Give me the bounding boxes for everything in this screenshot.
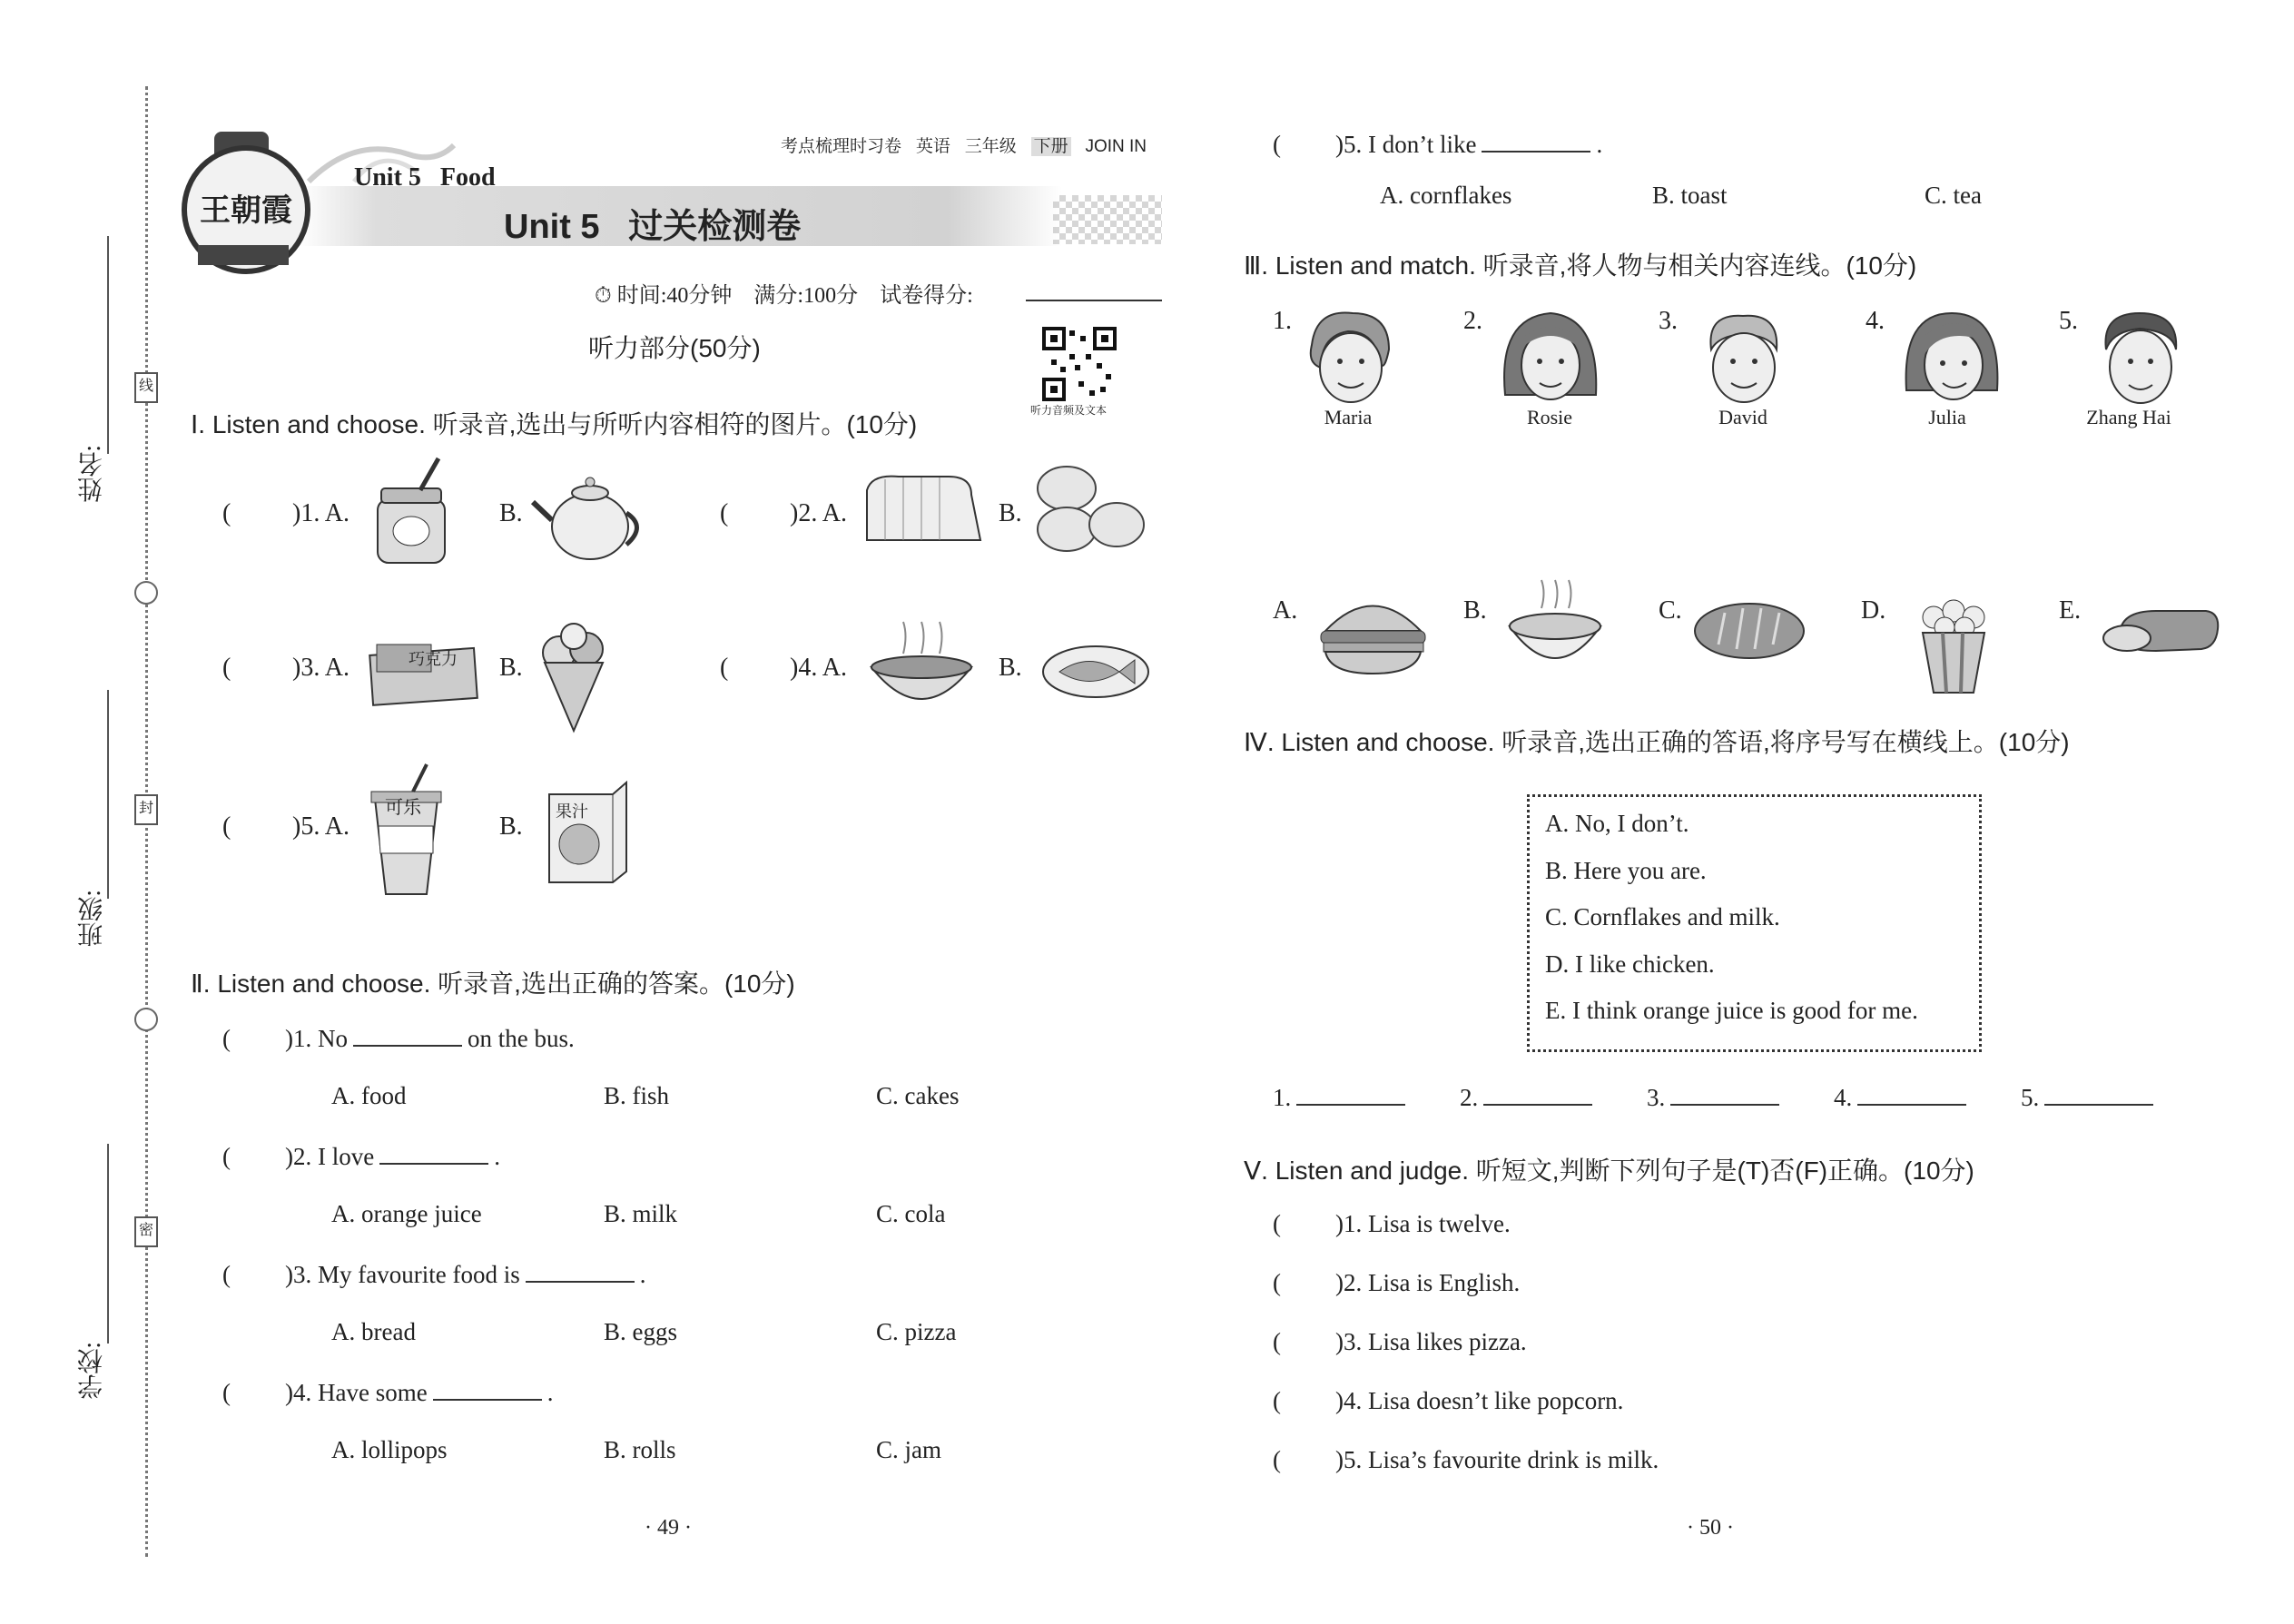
s2-q1 — [222, 1023, 575, 1053]
fill-blank[interactable] — [1857, 1082, 1966, 1106]
fill-blank[interactable] — [1670, 1082, 1779, 1106]
blank-number: 3. — [1647, 1084, 1666, 1111]
person-name: Maria — [1324, 406, 1373, 428]
series-name: 考点梳理时习卷 — [781, 137, 902, 156]
s2-q3-option-c: C. pizza — [876, 1318, 957, 1345]
name-field — [74, 445, 129, 503]
rosie-face-icon — [1498, 309, 1602, 408]
julia-face-icon — [1897, 309, 2002, 408]
section3-title: Ⅲ. Listen and match. 听录音,将人物与相关内容连线。(10分) — [1244, 251, 1917, 280]
binding-ring — [134, 1008, 158, 1031]
s5-q4 — [1273, 1387, 1623, 1415]
edition: JOIN IN — [1085, 137, 1147, 156]
teapot-icon — [531, 468, 649, 563]
fill-blank[interactable] — [1482, 129, 1590, 153]
section5-title: Ⅴ. Listen and judge. 听短文,判断下列句子是(T)否(F)正确。(10分) — [1244, 1156, 1974, 1185]
s2-q3-post: . — [639, 1261, 646, 1288]
answer-paren[interactable]: ( — [1273, 1328, 1281, 1355]
right-page — [1171, 0, 2294, 1624]
food-letter: C. — [1659, 596, 1682, 625]
fill-blank[interactable] — [2044, 1082, 2153, 1106]
s2-q2 — [222, 1141, 500, 1171]
s2-q2-option-b: B. milk — [604, 1200, 678, 1227]
s4-blank-2 — [1460, 1082, 1598, 1112]
s2-q1-option-b: B. fish — [604, 1082, 670, 1109]
cut-mark: 线 — [134, 372, 158, 403]
bread-icon — [1693, 599, 1807, 663]
cola-cup-icon — [368, 763, 445, 899]
s1-q5-number: )5. A. — [292, 812, 350, 841]
s5-q5 — [1273, 1446, 1659, 1474]
david-face-icon — [1693, 309, 1793, 408]
answer-paren[interactable]: ( — [222, 1261, 231, 1288]
fill-blank[interactable] — [526, 1259, 635, 1283]
s2-q1-option-a: A. food — [331, 1082, 407, 1109]
option-d: D. I like chicken. — [1545, 950, 1715, 978]
term: 下册 — [1031, 137, 1071, 156]
option-e: E. I think orange juice is good for me. — [1545, 997, 1918, 1024]
person-name: Julia — [1928, 406, 1966, 428]
subject: 英语 — [915, 137, 950, 156]
answer-paren[interactable]: ( — [1273, 1210, 1281, 1237]
score-blank[interactable] — [1026, 300, 1162, 301]
s1-q2-number: )2. A. — [790, 499, 847, 527]
s4-blank-4 — [1834, 1082, 1972, 1112]
s2-q3-option-b: B. eggs — [604, 1318, 677, 1345]
answer-paren[interactable]: ( — [222, 1025, 231, 1052]
food-letter: B. — [1463, 596, 1487, 625]
answer-paren[interactable]: ( — [222, 812, 231, 841]
person-name: Rosie — [1526, 406, 1573, 428]
unit-label: Unit 5 Food — [354, 163, 496, 192]
blank-number: 5. — [2021, 1084, 2040, 1111]
s5-q1 — [1273, 1210, 1511, 1238]
blank-number: 4. — [1834, 1084, 1853, 1111]
cut-mark: 封 — [134, 794, 158, 825]
s2-q5 — [1273, 129, 1602, 159]
person-number: 2. — [1463, 307, 1482, 335]
s2-q4 — [222, 1377, 553, 1407]
s2-q4-option-c: C. jam — [876, 1436, 941, 1463]
ice-cream-icon — [536, 622, 613, 735]
s4-blank-5 — [2021, 1082, 2159, 1112]
option-a: A. No, I don’t. — [1545, 810, 1689, 837]
jam-jar-icon — [370, 454, 452, 567]
answer-paren[interactable]: ( — [1273, 1269, 1281, 1296]
page-number-left: · 49 · — [645, 1516, 692, 1540]
section2-title: Ⅱ. Listen and choose. 听录音,选出正确的答案。(10分) — [191, 969, 795, 998]
sausage-icon — [2102, 604, 2224, 658]
s2-q2-option-c: C. cola — [876, 1200, 946, 1227]
option-c: C. Cornflakes and milk. — [1545, 903, 1780, 930]
time-info-text: 时间:40分钟 满分:100分 试卷得分: — [616, 284, 973, 308]
option-b: B. Here you are. — [1545, 857, 1707, 884]
s2-q4-option-a: A. lollipops — [331, 1436, 448, 1463]
s2-q2-option-a: A. orange juice — [331, 1200, 482, 1227]
page-number-right: · 50 · — [1687, 1516, 1734, 1540]
s1-q1-b-label: B. — [499, 499, 523, 527]
s2-q2-pre: )2. I love — [285, 1143, 375, 1170]
s2-q5-option-c: C. tea — [1925, 182, 1982, 209]
s2-q3-pre: )3. My favourite food is — [285, 1261, 520, 1288]
maria-face-icon — [1298, 309, 1398, 408]
s5-q3-text: )3. Lisa likes pizza. — [1335, 1328, 1527, 1355]
noodles-bowl-icon — [867, 617, 976, 722]
s1-q5-b-label: B. — [499, 812, 523, 841]
juice-box-icon — [545, 781, 631, 885]
blank-number: 2. — [1460, 1084, 1479, 1111]
class-line[interactable] — [107, 690, 109, 899]
eggs-icon — [1030, 461, 1148, 561]
bread-loaf-icon — [862, 472, 985, 549]
s5-q2-text: )2. Lisa is English. — [1335, 1269, 1521, 1296]
s4-blank-1 — [1273, 1082, 1411, 1112]
blank-number: 1. — [1273, 1084, 1292, 1111]
qr-caption: 听力音频及文本 — [1030, 404, 1108, 417]
s5-q4-text: )4. Lisa doesn’t like popcorn. — [1335, 1387, 1624, 1414]
answer-paren[interactable]: ( — [222, 1143, 231, 1170]
cut-mark: 密 — [134, 1216, 158, 1247]
class-field — [74, 890, 129, 948]
person-name: David — [1718, 406, 1767, 428]
fill-blank[interactable] — [379, 1141, 488, 1165]
person-number: 1. — [1273, 307, 1292, 335]
chocolate-label: 巧克力 — [409, 650, 458, 669]
s2-q1-post: on the bus. — [468, 1025, 575, 1052]
s2-q4-pre: )4. Have some — [285, 1379, 428, 1406]
food-letter: A. — [1273, 596, 1298, 625]
answer-paren[interactable]: ( — [720, 499, 729, 527]
answer-paren[interactable]: ( — [1273, 1387, 1281, 1414]
person-number: 5. — [2059, 307, 2078, 335]
school-label: 学校: — [78, 1342, 106, 1400]
fill-blank[interactable] — [353, 1023, 462, 1047]
answer-paren[interactable]: ( — [1273, 1446, 1281, 1473]
header-meta — [781, 133, 1147, 157]
food-letter: D. — [1861, 596, 1886, 625]
popcorn-icon — [1915, 595, 1993, 694]
hamburger-icon — [1316, 590, 1430, 681]
grade: 三年级 — [964, 137, 1017, 156]
answer-paren[interactable]: ( — [222, 654, 231, 682]
fill-blank[interactable] — [1296, 1082, 1405, 1106]
time-info: ⏱ 时间:40分钟 满分:100分 试卷得分: — [595, 284, 973, 308]
section1-title: Ⅰ. Listen and choose. 听录音,选出与所听内容相符的图片。(10分) — [191, 410, 918, 438]
school-field — [74, 1342, 129, 1400]
s2-q1-option-c: C. cakes — [876, 1082, 960, 1109]
section4-title: Ⅳ. Listen and choose. 听录音,选出正确的答语,将序号写在横线上。(10分) — [1244, 728, 2070, 756]
s5-q2 — [1273, 1269, 1520, 1297]
s1-q4-number: )4. A. — [790, 654, 847, 682]
zhang-hai-face-icon — [2092, 309, 2188, 408]
s2-q3-option-a: A. bread — [331, 1318, 416, 1345]
answer-paren[interactable]: ( — [222, 499, 231, 527]
answer-paren[interactable]: ( — [1273, 131, 1281, 158]
s1-q1-number: )1. A. — [292, 499, 350, 527]
s1-q4-b-label: B. — [999, 654, 1022, 682]
s2-q5-option-b: B. toast — [1652, 182, 1728, 209]
person-name: Zhang Hai — [2086, 406, 2171, 428]
s4-blank-3 — [1647, 1082, 1785, 1112]
s2-q4-option-b: B. rolls — [604, 1436, 676, 1463]
page-title: Unit 5 过关检测卷 — [504, 208, 802, 246]
class-label: 班级: — [78, 890, 106, 948]
s5-q5-text: )5. Lisa’s favourite drink is milk. — [1335, 1446, 1659, 1473]
s2-q5-post: . — [1596, 131, 1603, 158]
answer-paren[interactable]: ( — [222, 1379, 231, 1406]
fish-dish-icon — [1039, 640, 1153, 704]
fill-blank[interactable] — [1483, 1082, 1592, 1106]
cola-label: 可乐 — [385, 796, 421, 818]
s1-q3-b-label: B. — [499, 654, 523, 682]
fill-blank[interactable] — [433, 1377, 542, 1401]
s5-q1-text: )1. Lisa is twelve. — [1335, 1210, 1511, 1237]
s2-q5-pre: )5. I don’t like — [1335, 131, 1477, 158]
s2-q5-option-a: A. cornflakes — [1380, 182, 1512, 209]
s5-q3 — [1273, 1328, 1527, 1356]
binding-ring — [134, 581, 158, 605]
s2-q1-pre: )1. No — [285, 1025, 348, 1052]
logo-text: 王朝霞 — [200, 192, 292, 229]
juice-label: 果汁 — [556, 802, 588, 822]
name-label: 姓名: — [78, 445, 106, 503]
s2-q3 — [222, 1259, 645, 1289]
s2-q2-post: . — [494, 1143, 500, 1170]
name-line[interactable] — [107, 236, 109, 454]
rice-bowl-icon — [1505, 576, 1605, 681]
logo-ribbon — [198, 245, 289, 265]
listening-heading: 听力部分(50分) — [588, 334, 761, 362]
qr-code-icon[interactable] — [1042, 327, 1117, 401]
food-letter: E. — [2059, 596, 2082, 625]
school-line[interactable] — [107, 1144, 109, 1343]
s2-q4-post: . — [546, 1379, 554, 1406]
person-number: 4. — [1866, 307, 1885, 335]
person-number: 3. — [1659, 307, 1678, 335]
s1-q2-b-label: B. — [999, 499, 1022, 527]
s1-q3-number: )3. A. — [292, 654, 350, 682]
answer-paren[interactable]: ( — [720, 654, 729, 682]
header-checker-pattern — [1053, 195, 1162, 244]
